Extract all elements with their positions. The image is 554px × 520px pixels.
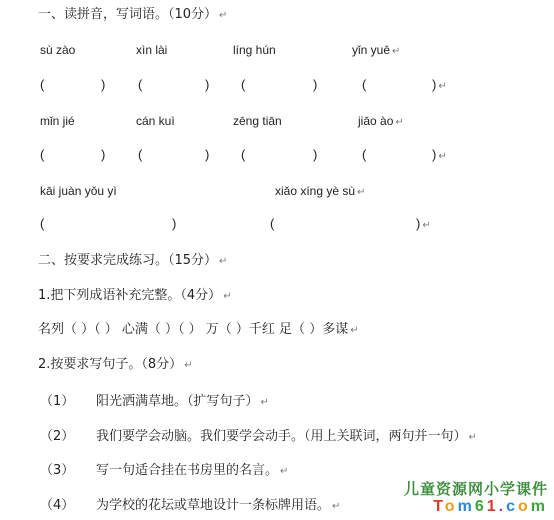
pinyin-item: líng hún [233,43,276,57]
watermark-domain: Tom61.com [433,498,548,515]
question-2: 2.按要求写句子。（8分） ↵ [38,357,193,372]
pinyin-item: xìn lài [136,43,168,57]
sub-question-text: 我们要学会动脑。我们要学会动手。（用上关联词，两句并一句） ↵ [96,429,477,444]
pinyin-item: yǐn yuē ↵ [352,43,401,57]
pinyin-item: jiāo ào ↵ [358,114,404,128]
pinyin-item: sù zào [40,43,76,57]
pinyin-item: xiǎo xíng yè sù ↵ [275,184,366,198]
answer-bracket-open: ( [40,147,45,162]
answer-bracket-open: ( [138,77,143,92]
pinyin-item: zēng tiān [233,114,282,128]
section1-heading: 一、读拼音，写词语。（10分） ↵ [38,7,228,22]
sub-question-number: （4） [40,498,75,513]
sub-question-text: 写一句适合挂在书房里的名言。 ↵ [96,463,289,478]
answer-bracket-open: ( [40,77,45,92]
question-1: 1.把下列成语补充完整。（4分） ↵ [38,288,232,303]
answer-bracket-close: ) [205,77,210,92]
idiom-blanks: 名列（ ）（ ） 心满（ ）（ ） 万（ ）千红 足（ ）多谋 ↵ [38,322,359,337]
watermark-logo [400,478,550,518]
answer-bracket-close: ) [313,77,318,92]
pinyin-item: mǐn jié [40,114,75,128]
watermark-title: 儿童资源网小学课件 [403,480,548,498]
answer-bracket-open: ( [40,216,45,231]
answer-bracket-close: ) [172,216,177,231]
answer-bracket-open: ( [241,77,246,92]
answer-bracket-open: ( [138,147,143,162]
answer-bracket-open: ( [241,147,246,162]
sub-question-number: （2） [40,429,75,444]
answer-bracket-open: ( [270,216,275,231]
answer-bracket-open: ( [362,147,367,162]
sub-question-number: （1） [40,394,75,409]
answer-bracket-close: ) ↵ [432,77,447,92]
answer-bracket-close: ) ↵ [432,147,447,162]
sub-question-text: 阳光洒满草地。（扩写句子） ↵ [96,394,269,409]
answer-bracket-close: ) [101,147,106,162]
answer-bracket-close: ) ↵ [416,216,431,231]
answer-bracket-open: ( [362,77,367,92]
sub-question-number: （3） [40,463,75,478]
answer-bracket-close: ) [205,147,210,162]
section2-heading: 二、按要求完成练习。（15分） ↵ [38,253,228,268]
answer-bracket-close: ) [101,77,106,92]
sub-question-text: 为学校的花坛或草地设计一条标牌用语。 ↵ [96,498,341,513]
pinyin-item: kāi juàn yǒu yì [40,184,117,198]
pinyin-item: cán kuì [136,114,175,128]
answer-bracket-close: ) [313,147,318,162]
